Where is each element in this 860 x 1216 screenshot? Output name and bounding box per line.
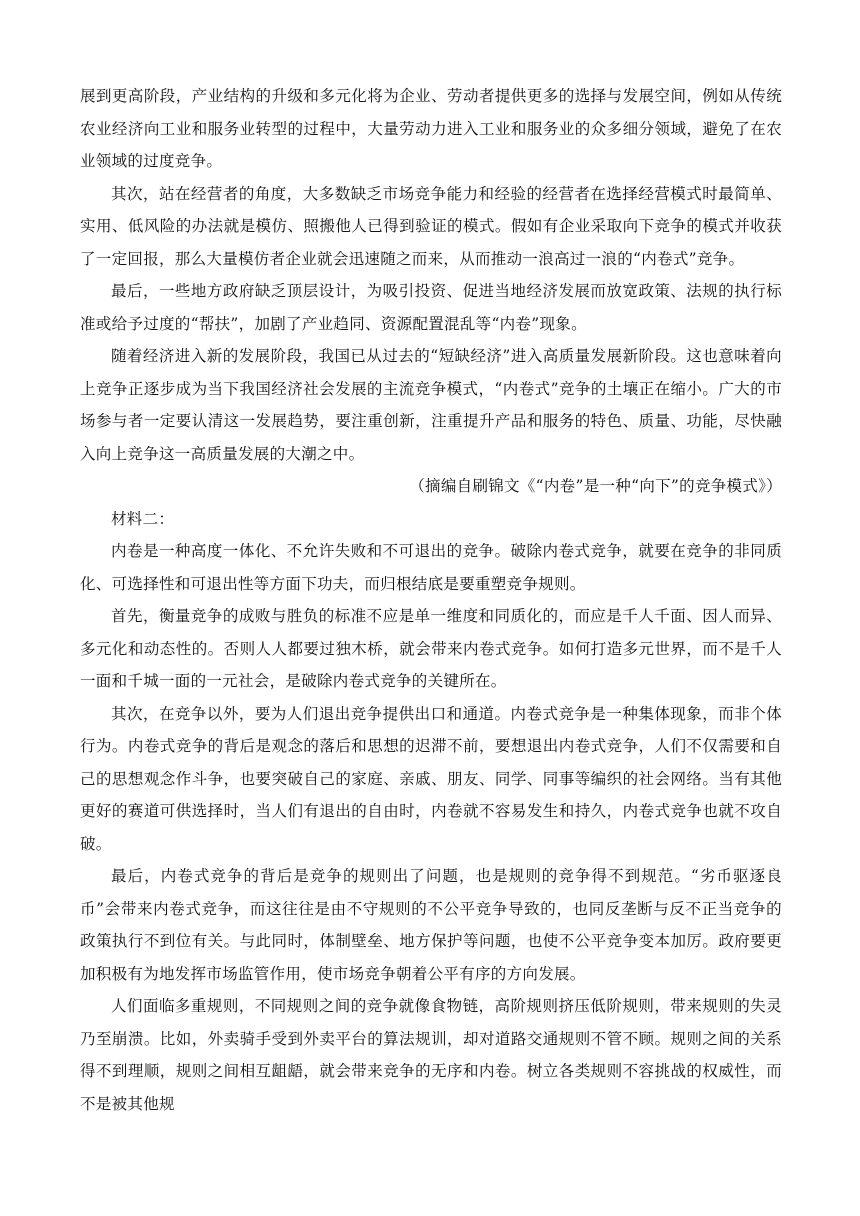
paragraph-continuation: 展到更高阶段，产业结构的升级和多元化将为企业、劳动者提供更多的选择与发展空间，例如从传统农业经济向工业和服务业转型的过程中，大量劳动力进入工业和服务业的众多细分领域，避免了在农业领域的过度竞争。 xyxy=(80,87,782,170)
source-citation: （摘编自刷锦文《“内卷”是一种“向下”的竞争模式》） xyxy=(409,477,782,495)
paragraph-conclusion: 随着经济进入新的发展阶段，我国已从过去的“短缺经济”进入高质量发展新阶段。这也意味着向上竞争正逐步成为当下我国经济社会发展的主流竞争模式，“内卷式”竞争的土壤正在缩小。广大的市场参与者一定要认清这一发展趋势，要注重创新，注重提升产品和服务的特色、质量、功能，尽快融入向上竞争这一高质量发展的大潮之中。 xyxy=(80,347,782,463)
paragraph-second-point: 其次，在竞争以外，要为人们退出竞争提供出口和通道。内卷式竞争是一种集体现象，而非个体行为。内卷式竞争的背后是观念的落后和思想的迟滞不前，要想退出内卷式竞争，人们不仅需要和自己的思想观念作斗争，也要突破自己的家庭、亲戚、朋友、同学、同事等编织的社会网络。当有其他更好的赛道可供选择时，当人们有退出的自由时，内卷就不容易发生和持久，内卷式竞争也就不攻自破。 xyxy=(80,704,782,853)
paragraph-second-reason: 其次，站在经营者的角度，大多数缺乏市场竞争能力和经验的经营者在选择经营模式时最简单、实用、低风险的办法就是模仿、照搬他人已得到验证的模式。假如有企业采取向下竞争的模式并收获了一定回报，那么大量模仿者企业就会迅速随之而来，从而推动一浪高过一浪的“内卷式”竞争。 xyxy=(80,184,782,268)
paragraph-definition: 内卷是一种高度一体化、不允许失败和不可退出的竞争。破除内卷式竞争，就要在竞争的非同质化、可选择性和可退出性等方面下功夫，而归根结底是要重塑竞争规则。 xyxy=(80,542,782,593)
document-page xyxy=(80,80,782,1120)
paragraph-last-reason: 最后，一些地方政府缺乏顶层设计，为吸引投资、促进当地经济发展而放宽政策、法规的执行标准或给予过度的“帮扶”，加剧了产业趋同、资源配置混乱等“内卷”现象。 xyxy=(80,282,782,333)
paragraph-first-point: 首先，衡量竞争的成败与胜负的标准不应是单一维度和同质化的，而应是千人千面、因人而异、多元化和动态性的。否则人人都要过独木桥，就会带来内卷式竞争。如何打造多元世界，而不是千人一面和千城一面的一元社会，是破除内卷式竞争的关键所在。 xyxy=(80,607,782,690)
paragraph-rules: 人们面临多重规则，不同规则之间的竞争就像食物链，高阶规则挤压低阶规则，带来规则的失灵乃至崩溃。比如，外卖骑手受到外卖平台的算法规训，却对道路交通规则不管不顾。规则之间的关系得不到理顺，规则之间相互龃龉，就会带来竞争的无序和内卷。树立各类规则不容挑战的权威性，而不是被其他规 xyxy=(80,997,782,1113)
paragraph-third-point: 最后，内卷式竞争的背后是竞争的规则出了问题，也是规则的竞争得不到规范。“劣币驱逐良币”会带来内卷式竞争，而这往往是由不守规则的不公平竞争导致的，也同反垄断与反不正当竞争的政策执行不到位有关。与此同时，体制壁垒、地方保护等问题，也使不公平竞争变本加厉。政府要更加积极有为地发挥市场监管作用，使市场竞争朝着公平有序的方向发展。 xyxy=(80,867,782,983)
material-two-heading: 材料二： xyxy=(111,509,175,528)
